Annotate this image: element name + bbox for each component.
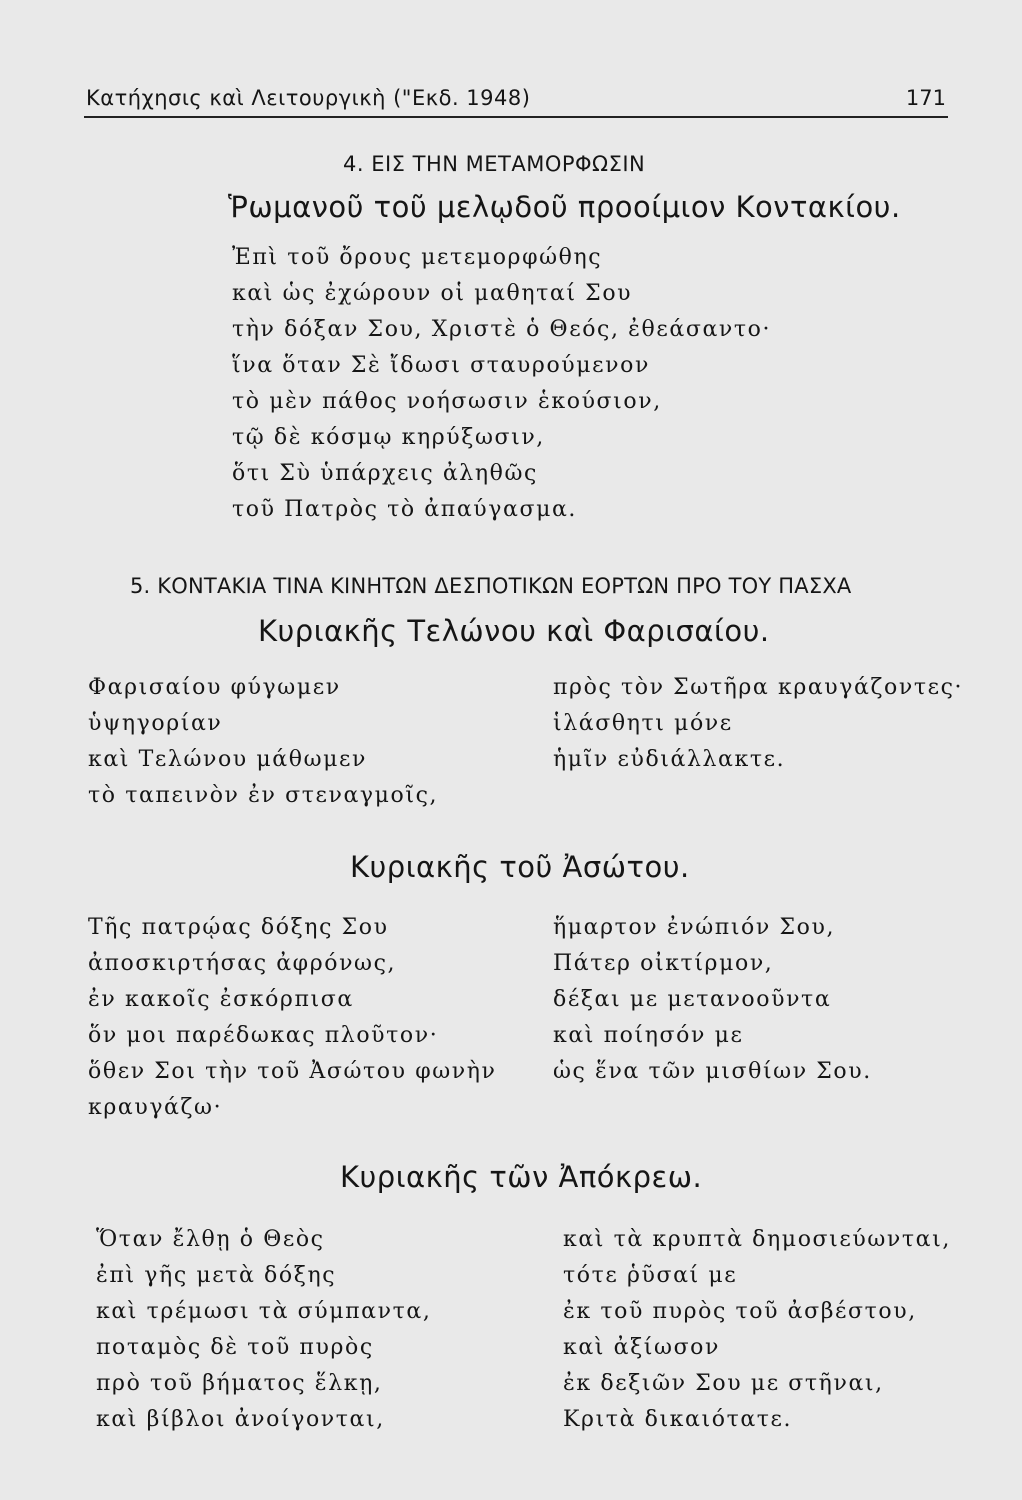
verse-line: ἐν κακοῖς ἐσκόρπισα xyxy=(88,987,354,1012)
verse-line: τοῦ Πατρὸς τὸ ἀπαύγασμα. xyxy=(232,497,578,522)
verse-line: τὸ ταπεινὸν ἐν στεναγμοῖς, xyxy=(88,783,439,808)
verse-line: ἀποσκιρτήσας ἀφρόνως, xyxy=(88,951,397,976)
verse-line: ἱλάσθητι μόνε xyxy=(553,711,733,736)
verse-line: πρὸς τὸν Σωτῆρα κραυγάζοντες· xyxy=(553,675,964,700)
kontakion-left-column xyxy=(96,1222,431,1438)
kontakion-right-column xyxy=(553,670,963,778)
verse-line: ὅθεν Σοι τὴν τοῦ Ἀσώτου φωνὴν xyxy=(88,1059,497,1084)
verse-line: καὶ τὰ κρυπτὰ δημοσιεύωνται, xyxy=(563,1227,951,1252)
verse-line: τὴν δόξαν Σου, Χριστὲ ὁ Θεός, ἐθεάσαντο· xyxy=(232,317,772,342)
verse-line: καὶ ἀξίωσον xyxy=(563,1335,721,1360)
verse-line: καὶ ποίησόν με xyxy=(553,1023,744,1048)
verse-line: ἵνα ὅταν Σὲ ἴδωσι σταυρούμενον xyxy=(232,353,650,378)
kontakion-title: Κυριακῆς Τελώνου καὶ Φαρισαίου. xyxy=(258,614,770,648)
verse-line: δέξαι με μετανοοῦντα xyxy=(553,987,832,1012)
verse-line: τῷ δὲ κόσμῳ κηρύξωσιν, xyxy=(232,425,545,450)
section-4-heading: 4. ΕΙΣ ΤΗΝ ΜΕΤΑΜΟΡΦΩΣΙΝ xyxy=(343,152,646,176)
page-number: 171 xyxy=(905,86,946,110)
verse-line: ὅτι Σὺ ὑπάρχεις ἀληθῶς xyxy=(232,461,538,486)
kontakion-right-column xyxy=(563,1222,951,1438)
verse-line: ἐπὶ γῆς μετὰ δόξης xyxy=(96,1263,337,1288)
kontakion-left-column xyxy=(88,910,496,1126)
verse-line: Ὅταν ἔλθῃ ὁ Θεὸς xyxy=(96,1227,325,1252)
kontakion-left-column xyxy=(88,670,438,814)
verse-line: ἡμῖν εὐδιάλλακτε. xyxy=(553,747,786,772)
verse-line: ποταμὸς δὲ τοῦ πυρὸς xyxy=(96,1335,374,1360)
verse-line: τότε ῥῦσαί με xyxy=(563,1263,738,1288)
verse-line: ὑψηγορίαν xyxy=(88,711,223,736)
verse-line: κραυγάζω· xyxy=(88,1095,223,1120)
section-4-verse xyxy=(232,240,771,528)
kontakion-right-column xyxy=(553,910,872,1090)
verse-line: Κριτὰ δικαιότατε. xyxy=(563,1407,793,1432)
verse-line: πρὸ τοῦ βήματος ἕλκῃ, xyxy=(96,1371,383,1396)
verse-line: Ἐπὶ τοῦ ὄρους μετεμορφώθης xyxy=(232,245,603,270)
verse-line: ἥμαρτον ἐνώπιόν Σου, xyxy=(553,915,836,940)
verse-line: καὶ βίβλοι ἀνοίγονται, xyxy=(96,1407,385,1432)
kontakion-title: Κυριακῆς τῶν Ἀπόκρεω. xyxy=(340,1160,703,1194)
verse-line: ὅν μοι παρέδωκας πλοῦτον· xyxy=(88,1023,439,1048)
section-5-heading: 5. ΚΟΝΤΑΚΙΑ ΤΙΝΑ ΚΙΝΗΤΩΝ ΔΕΣΠΟΤΙΚΩΝ ΕΟΡΤΩΝ ΠΡΟ ΤΟΥ ΠΑΣΧΑ xyxy=(130,574,852,598)
section-4-subtitle: Ῥωμανοῦ τοῦ μελῳδοῦ προοίμιον Κοντακίου. xyxy=(228,190,901,224)
verse-line: τὸ μὲν πάθος νοήσωσιν ἑκούσιον, xyxy=(232,389,662,414)
verse-line: ὡς ἕνα τῶν μισθίων Σου. xyxy=(553,1059,872,1084)
verse-line: ἐκ δεξιῶν Σου με στῆναι, xyxy=(563,1371,884,1396)
verse-line: Τῆς πατρῴας δόξης Σου xyxy=(88,915,389,940)
running-title: Κατήχησις καὶ Λειτουργικὴ ("Εκδ. 1948) xyxy=(86,86,531,110)
verse-line: καὶ ὡς ἐχώρουν οἱ μαθηταί Σου xyxy=(232,281,633,306)
verse-line: καὶ τρέμωσι τὰ σύμπαντα, xyxy=(96,1299,432,1324)
kontakion-title: Κυριακῆς τοῦ Ἀσώτου. xyxy=(350,850,690,884)
verse-line: Πάτερ οἰκτίρμον, xyxy=(553,951,774,976)
running-header xyxy=(84,82,948,118)
verse-line: καὶ Τελώνου μάθωμεν xyxy=(88,747,367,772)
verse-line: Φαρισαίου φύγωμεν xyxy=(88,675,341,700)
verse-line: ἐκ τοῦ πυρὸς τοῦ ἀσβέστου, xyxy=(563,1299,917,1324)
